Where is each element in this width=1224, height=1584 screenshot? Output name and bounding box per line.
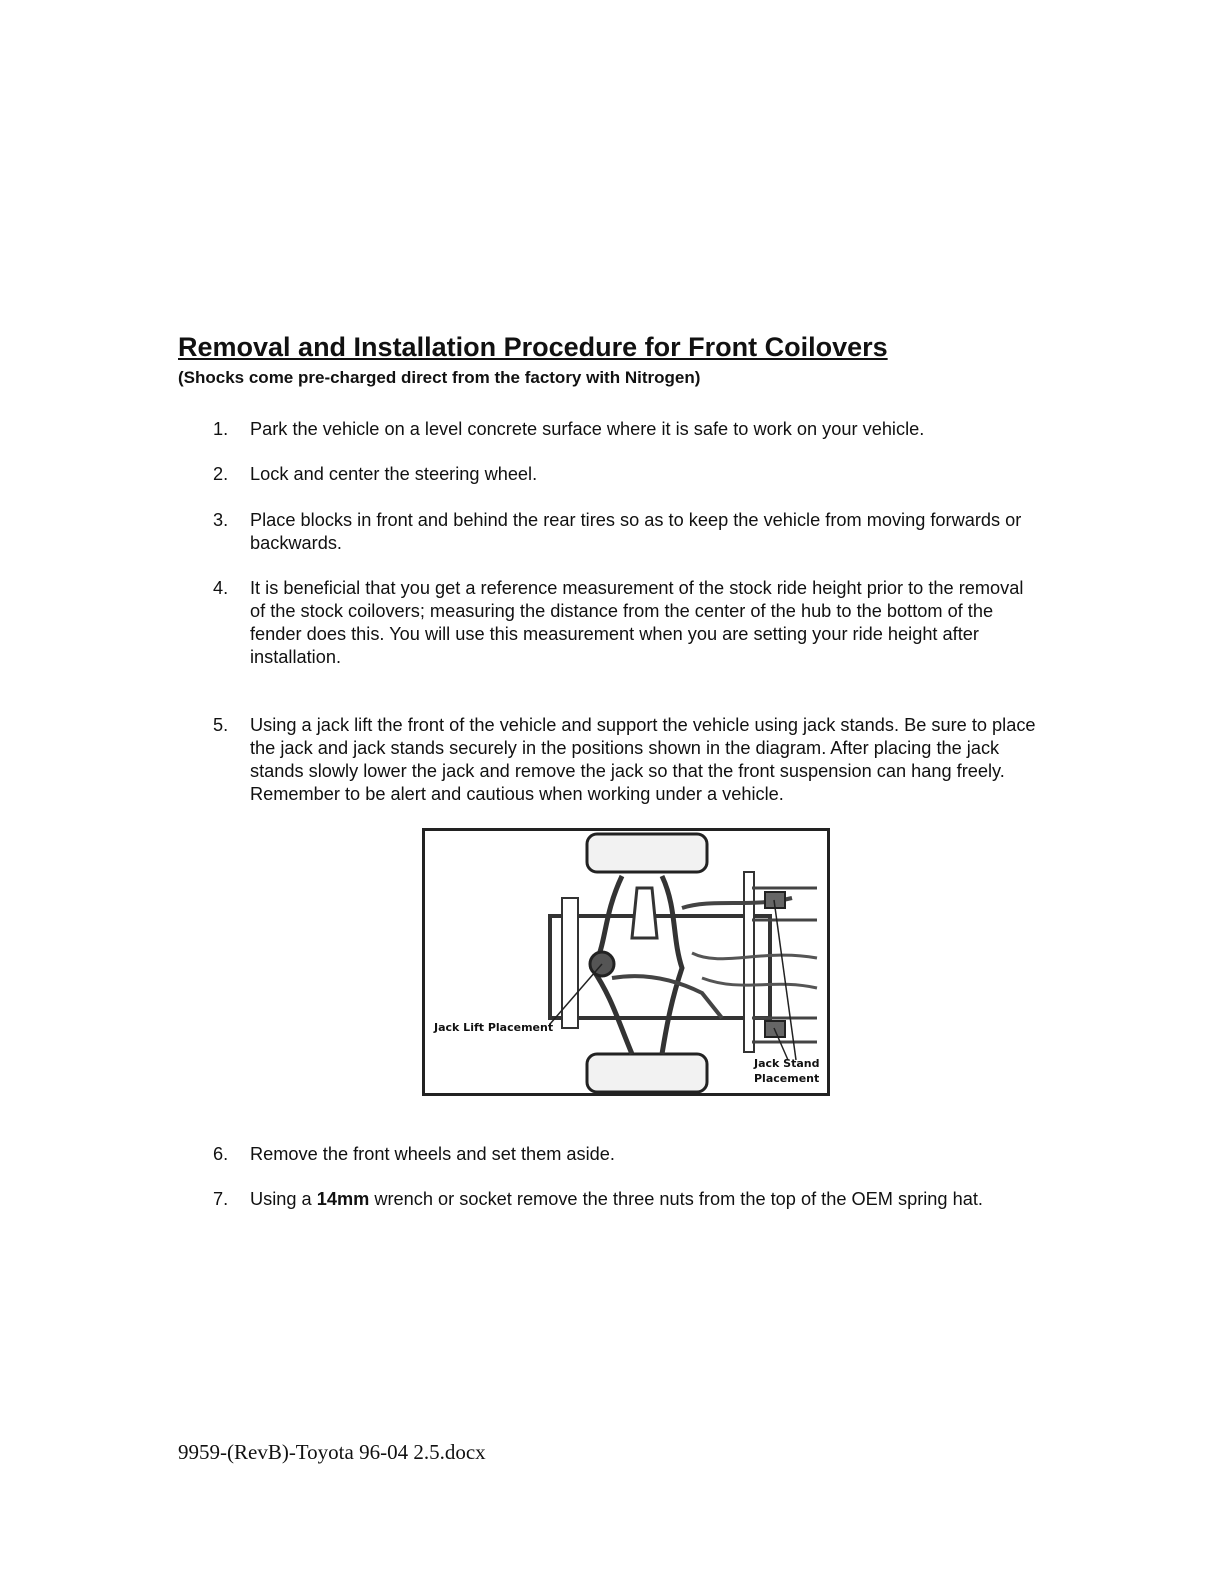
step-text: It is beneficial that you get a reference measurement of the stock ride height prior to the removal of the stock coilovers; measuring the distance from the center of the hub to the bottom of the fender does this. You will use this measurement when you are setting your ride height after installation. <box>250 578 1024 667</box>
step-number: 2. <box>213 464 229 484</box>
step-number: 7. <box>213 1189 229 1209</box>
step-text <box>250 1188 1040 1211</box>
step-number: 1. <box>213 419 229 439</box>
step-text: Park the vehicle on a level concrete surface where it is safe to work on your vehicle. <box>250 419 925 439</box>
tire-bottom <box>587 1054 707 1092</box>
step-number: 6. <box>213 1144 229 1164</box>
step-number: 5. <box>213 715 229 735</box>
step-text-after: wrench or socket remove the three nuts from the top of the OEM spring hat. <box>369 1189 983 1209</box>
jack-stand-label-line1: Jack Stand <box>754 1057 820 1070</box>
step-number: 3. <box>213 510 229 530</box>
tire-top <box>587 834 707 872</box>
jack-placement-diagram <box>422 828 830 1096</box>
jack-lift-label: Jack Lift Placement <box>434 1021 554 1034</box>
page-title: Removal and Installation Procedure for Front Coilovers <box>178 332 888 362</box>
step-text-bold: 14mm <box>316 1189 370 1209</box>
step-text-before: Using a <box>250 1189 317 1209</box>
step-text: Lock and center the steering wheel. <box>250 464 538 484</box>
step-number: 4. <box>213 578 229 598</box>
step-text: Place blocks in front and behind the rear tires so as to keep the vehicle from moving forwards or backwards. <box>250 510 1022 553</box>
step-text: Using a jack lift the front of the vehicle and support the vehicle using jack stands. Be sure to place the jack and jack stands securely in the positions shown in the diagram. After placing the jack stands slowly lower the jack and remove the jack so that the front suspension can hang freely. Remember to be alert and cautious when working under a vehicle. <box>250 715 1036 804</box>
document-footer: 9959-(RevB)-Toyota 96-04 2.5.docx <box>178 1440 486 1464</box>
page-subtitle: (Shocks come pre-charged direct from the factory with Nitrogen) <box>178 368 701 387</box>
step-text: Remove the front wheels and set them aside. <box>250 1144 615 1164</box>
jack-stand-label-line2: Placement <box>754 1072 820 1085</box>
